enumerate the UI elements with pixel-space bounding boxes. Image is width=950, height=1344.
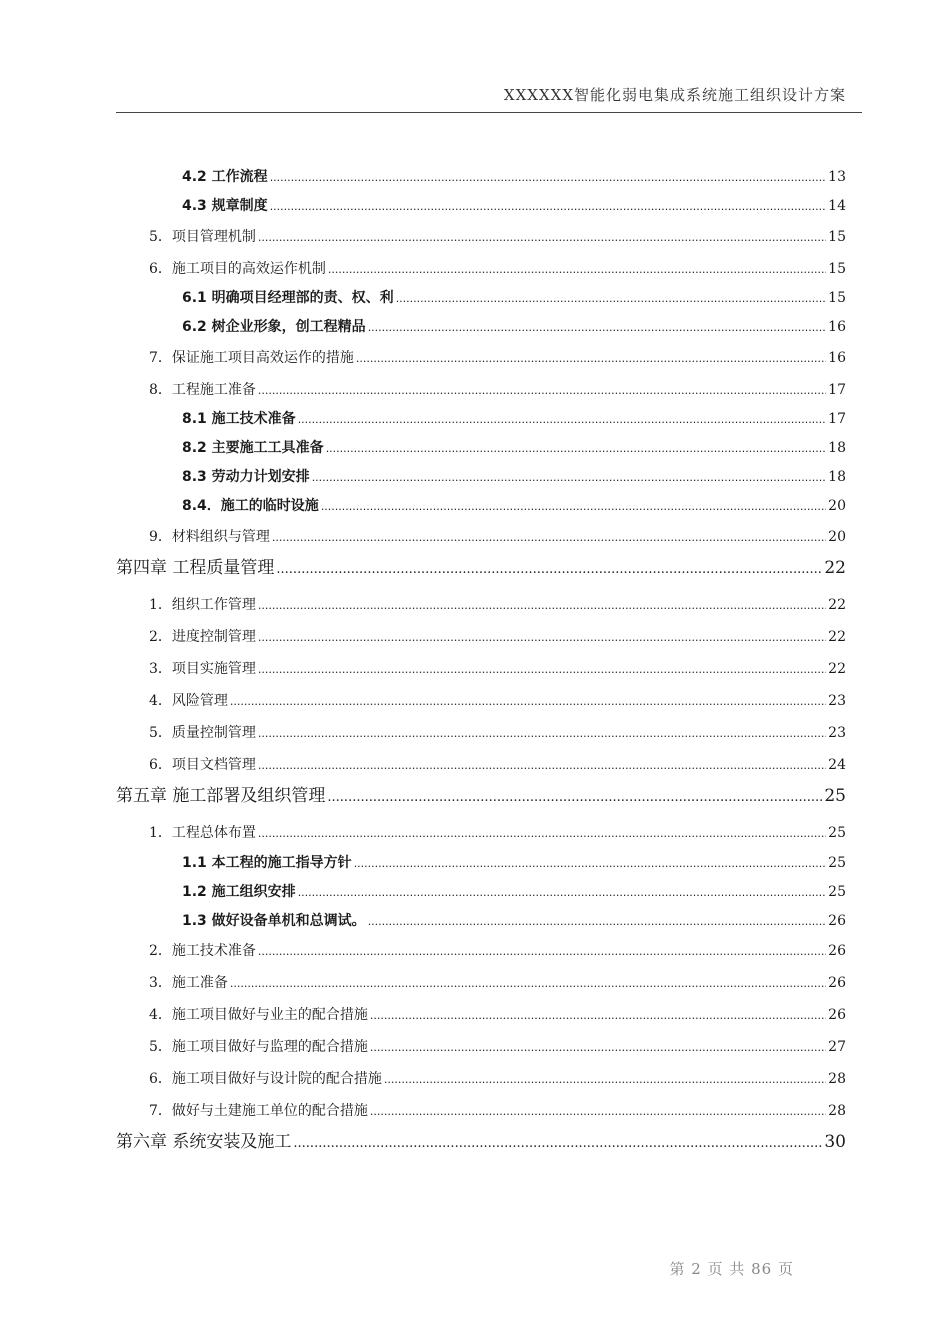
toc-entry-page: 20 — [828, 529, 846, 545]
toc-leader-dots — [230, 696, 826, 707]
toc-entry-page: 30 — [824, 1132, 846, 1152]
toc-leader-dots — [258, 946, 826, 957]
toc-entry-page: 22 — [824, 558, 846, 578]
toc-entry[interactable] — [182, 287, 846, 307]
toc-entry-title: 4.3 规章制度 — [182, 198, 268, 214]
toc-leader-dots — [356, 353, 826, 364]
toc-entry-page: 25 — [828, 825, 846, 841]
toc-entry[interactable] — [149, 226, 846, 246]
toc-entry-title: 3．施工准备 — [149, 975, 228, 991]
toc-entry[interactable] — [149, 626, 846, 646]
toc-entry-title: 4．施工项目做好与业主的配合措施 — [149, 1007, 368, 1023]
toc-entry-title: 6.1 明确项目经理部的责、权、利 — [182, 290, 394, 306]
toc-entry[interactable] — [182, 466, 846, 486]
toc-entry[interactable] — [182, 195, 846, 215]
toc-leader-dots — [258, 728, 826, 739]
toc-entry-page: 20 — [828, 498, 846, 514]
toc-entry-page: 22 — [828, 661, 846, 677]
toc-leader-dots — [298, 414, 826, 425]
toc-entry[interactable] — [149, 658, 846, 678]
toc-entry-page: 15 — [828, 229, 846, 245]
toc-leader-dots — [230, 978, 826, 989]
toc-leader-dots — [258, 385, 826, 396]
toc-chapter-entry[interactable] — [116, 781, 846, 806]
toc-entry-title: 5．施工项目做好与监理的配合措施 — [149, 1039, 368, 1055]
toc-leader-dots — [321, 501, 826, 512]
toc-entry-page: 15 — [828, 261, 846, 277]
toc-entry-page: 18 — [828, 440, 846, 456]
toc-leader-dots — [258, 600, 826, 611]
toc-leader-dots — [396, 293, 826, 304]
toc-entry[interactable] — [149, 1068, 846, 1088]
toc-entry-title: 9．材料组织与管理 — [149, 529, 270, 545]
toc-entry-title: 6．施工项目做好与设计院的配合措施 — [149, 1071, 382, 1087]
toc-entry-title: 5．质量控制管理 — [149, 725, 256, 741]
toc-leader-dots — [368, 916, 826, 927]
toc-leader-dots — [370, 1010, 826, 1021]
toc-leader-dots — [293, 1137, 822, 1150]
toc-entry-title: 1.2 施工组织安排 — [182, 884, 296, 900]
toc-entry[interactable] — [149, 347, 846, 367]
toc-entry-page: 24 — [828, 757, 846, 773]
toc-entry-page: 28 — [828, 1071, 846, 1087]
toc-entry-page: 28 — [828, 1103, 846, 1119]
toc-entry-page: 15 — [828, 290, 846, 306]
toc-entry-title: 7．保证施工项目高效运作的措施 — [149, 350, 354, 366]
toc-leader-dots — [258, 664, 826, 675]
toc-entry-page: 23 — [828, 693, 846, 709]
toc-entry-title: 1.3 做好设备单机和总调试。 — [182, 913, 366, 929]
toc-entry[interactable] — [149, 526, 846, 546]
toc-entry-title: 4.2 工作流程 — [182, 169, 268, 185]
toc-entry[interactable] — [182, 881, 846, 901]
toc-leader-dots — [370, 1106, 826, 1117]
toc-leader-dots — [258, 828, 826, 839]
toc-entry-title: 4．风险管理 — [149, 693, 228, 709]
toc-entry[interactable] — [182, 437, 846, 457]
toc-leader-dots — [298, 887, 826, 898]
toc-entry-page: 17 — [828, 411, 846, 427]
toc-entry[interactable] — [149, 1100, 846, 1120]
toc-chapter-title: 第六章 系统安装及施工 — [116, 1132, 292, 1152]
toc-entry-page: 26 — [828, 943, 846, 959]
toc-entry[interactable] — [149, 690, 846, 710]
toc-entry[interactable] — [182, 408, 846, 428]
toc-entry-page: 16 — [828, 350, 846, 366]
toc-leader-dots — [272, 532, 826, 543]
toc-entry[interactable] — [182, 495, 846, 515]
toc-entry-title: 2．施工技术准备 — [149, 943, 256, 959]
toc-entry[interactable] — [182, 166, 846, 186]
toc-leader-dots — [258, 232, 826, 243]
toc-chapter-title: 第四章 工程质量管理 — [116, 558, 275, 578]
toc-leader-dots — [368, 322, 826, 333]
toc-entry-page: 22 — [828, 629, 846, 645]
toc-entry-page: 17 — [828, 382, 846, 398]
toc-leader-dots — [384, 1074, 826, 1085]
toc-entry[interactable] — [182, 852, 846, 872]
toc-leader-dots — [327, 791, 822, 804]
toc-entry-page: 25 — [828, 855, 846, 871]
toc-entry-page: 13 — [828, 169, 846, 185]
toc-entry-title: 1.1 本工程的施工指导方针 — [182, 855, 352, 871]
toc-leader-dots — [354, 858, 826, 869]
toc-entry[interactable] — [149, 1036, 846, 1056]
toc-entry-page: 27 — [828, 1039, 846, 1055]
toc-chapter-entry[interactable] — [116, 553, 846, 578]
toc-entry[interactable] — [149, 722, 846, 742]
toc-entry[interactable] — [182, 910, 846, 930]
toc-entry-page: 25 — [828, 884, 846, 900]
toc-entry[interactable] — [149, 379, 846, 399]
toc-entry-page: 23 — [828, 725, 846, 741]
toc-entry-title: 3．项目实施管理 — [149, 661, 256, 677]
toc-entry[interactable] — [182, 316, 846, 336]
toc-entry-title: 8.1 施工技术准备 — [182, 411, 296, 427]
toc-entry-page: 16 — [828, 319, 846, 335]
toc-chapter-title: 第五章 施工部署及组织管理 — [116, 786, 326, 806]
toc-entry[interactable] — [149, 972, 846, 992]
toc-chapter-entry[interactable] — [116, 1127, 846, 1152]
toc-entry-title: 5．项目管理机制 — [149, 229, 256, 245]
toc-entry-page: 25 — [824, 786, 846, 806]
toc-entry-title: 6．施工项目的高效运作机制 — [149, 261, 326, 277]
toc-entry-page: 14 — [828, 198, 846, 214]
toc-entry-page: 18 — [828, 469, 846, 485]
toc-leader-dots — [276, 563, 822, 576]
toc-leader-dots — [312, 472, 826, 483]
toc-leader-dots — [258, 760, 826, 771]
toc-entry[interactable] — [149, 822, 846, 842]
toc-entry-page: 26 — [828, 913, 846, 929]
toc-entry[interactable] — [149, 940, 846, 960]
toc-leader-dots — [270, 201, 826, 212]
toc-entry-title: 7．做好与土建施工单位的配合措施 — [149, 1103, 368, 1119]
toc-entry-title: 8．工程施工准备 — [149, 382, 256, 398]
page-number-footer: 第 2 页 共 86 页 — [669, 1260, 794, 1278]
toc-entry-title: 8.2 主要施工工具准备 — [182, 440, 324, 456]
toc-entry-page: 26 — [828, 975, 846, 991]
toc-entry[interactable] — [149, 594, 846, 614]
toc-entry-title: 6．项目文档管理 — [149, 757, 256, 773]
toc-leader-dots — [328, 264, 826, 275]
toc-entry-title: 8.4．施工的临时设施 — [182, 498, 319, 514]
toc-entry[interactable] — [149, 1004, 846, 1024]
toc-entry-page: 26 — [828, 1007, 846, 1023]
toc-entry-title: 6.2 树企业形象，创工程精品 — [182, 319, 366, 335]
toc-entry-title: 1．工程总体布置 — [149, 825, 256, 841]
toc-entry-title: 1．组织工作管理 — [149, 597, 256, 613]
toc-entry-title: 2．进度控制管理 — [149, 629, 256, 645]
toc-entry-page: 22 — [828, 597, 846, 613]
toc-leader-dots — [326, 443, 826, 454]
toc-entry[interactable] — [149, 754, 846, 774]
toc-leader-dots — [258, 632, 826, 643]
toc-leader-dots — [270, 172, 826, 183]
document-header-title: XXXXXX智能化弱电集成系统施工组织设计方案 — [503, 86, 846, 104]
toc-leader-dots — [370, 1042, 826, 1053]
toc-entry-title: 8.3 劳动力计划安排 — [182, 469, 310, 485]
toc-entry[interactable] — [149, 258, 846, 278]
